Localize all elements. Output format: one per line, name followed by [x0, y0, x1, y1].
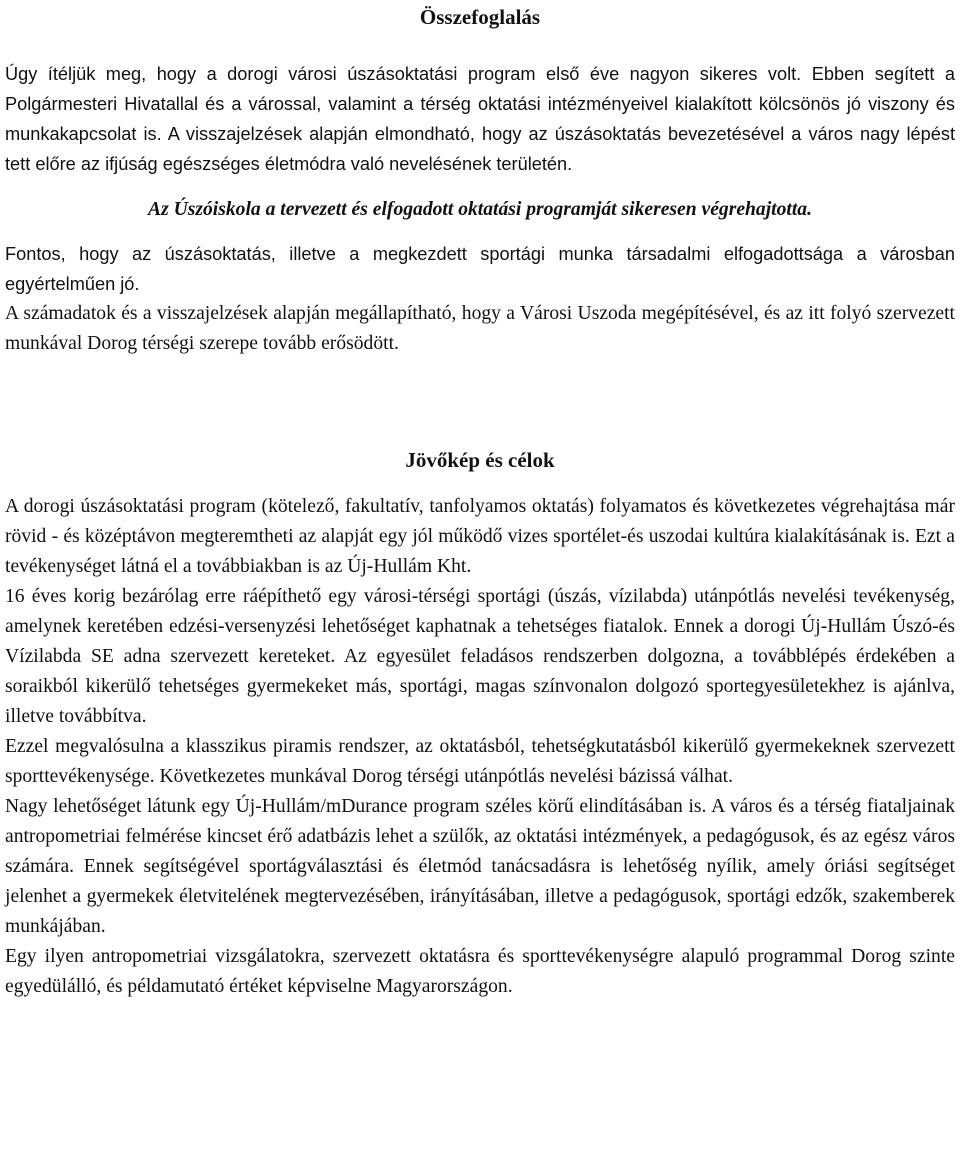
document-page [5, 0, 955, 1002]
vision-heading: Jövőkép és célok [405, 448, 555, 472]
spacer [5, 179, 955, 195]
spacer [5, 359, 955, 445]
vision-paragraph-1: A dorogi úszásoktatási program (kötelező, fakultatív, tanfolyamos oktatás) folyamatos és következetes végrehajtása már rövid - és középtávon megteremtheti az alapját egy jól működő vizes sportélet-és uszodai kultúra kialakításának is. Ezt a tevékenységet látná el a továbbiakban is az Új-Hullám Kht. [5, 496, 955, 577]
vision-paragraph-5: Egy ilyen antropometriai vizsgálatokra, szervezett oktatásra és sporttevékenységre alapuló programmal Dorog szinte egyedülálló, és példamutató értéket képviselne Magyarországon. [5, 946, 955, 997]
summary-paragraph-3: A számadatok és a visszajelzések alapján megállapítható, hogy a Városi Uszoda megépítésével, és az itt folyó szervezett munkával Dorog térségi szerepe tovább erősödött. [5, 303, 955, 354]
summary-heading: Összefoglalás [419, 5, 541, 29]
summary-paragraph-2: Fontos, hogy az úszásoktatás, illetve a megkezdett sportági munka társadalmi elfogadottsága a városban egyértelműen jó. [5, 244, 955, 294]
vision-paragraph-2: 16 éves korig bezárólag erre ráépíthető egy városi-térségi sportági (úszás, vízilabda) utánpótlás nevelési tevékenység, amelynek keretében edzési-versenyzési lehetőséget kaphatnak a tehetséges fiatalok. Ennek a dorogi Új-Hullám Úszó-és Vízilabda SE adna szervezett kereteket. Az egyesület feladásos rendszerben dolgozna, a továbblépés érdekében a soraikból kikerülő tehetséges gyermekeket más, sportági, magas színvonalon dolgozó sportegyesületekhez is ajánlva, illetve továbbítva. [5, 586, 955, 727]
summary-paragraph-1: Úgy ítéljük meg, hogy a dorogi városi úszásoktatási program első éve nagyon sikeres volt. Ebben segített a Polgármesteri Hivatallal és a várossal, valamint a térség oktatási intézményeivel kialakított kölcsönös jó viszony és munkakapcsolat is. A visszajelzések alapján elmondható, hogy az úszásoktatás bevezetésével a város nagy lépést tett előre az ifjúság egészséges életmódra való nevelésének területén. [5, 64, 955, 174]
vision-paragraph-4: Nagy lehetőséget látunk egy Új-Hullám/mDurance program széles körű elindításában is. A város és a térség fiataljainak antropometriai felmérése kincset érő adatbázis lehet a szülők, az oktatási intézmények, a pedagógusok, és az egész város számára. Ennek segítségével sportágválasztási és életmód tanácsadásra is lehetőség nyílik, amely óriási segítséget jelenhet a gyermekek életvitelének megtervezésében, irányításában, illetve a pedagógusok, sportági edzők, szakemberek munkájában. [5, 796, 955, 937]
spacer [5, 225, 955, 239]
vision-paragraph-3: Ezzel megvalósulna a klasszikus piramis rendszer, az oktatásból, tehetségkutatásból kikerülő gyermekeknek szervezett sporttevékenysége. Következetes munkával Dorog térségi utánpótlás nevelési bázissá válhat. [5, 736, 955, 787]
summary-emphasis: Az Úszóiskola a tervezett és elfogadott oktatási programját sikeresen végrehajtotta. [148, 199, 812, 220]
